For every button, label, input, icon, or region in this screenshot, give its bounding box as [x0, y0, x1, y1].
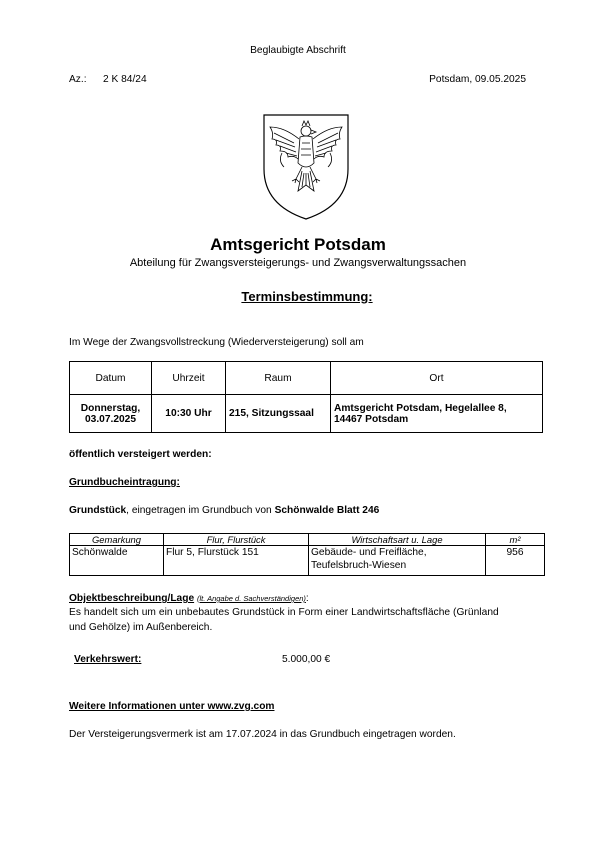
column-header-datum: Datum [70, 362, 152, 395]
wirtschaftsart-line1: Gebäude- und Freifläche, [311, 547, 427, 558]
cell-time: 10:30 Uhr [152, 395, 226, 433]
column-header-wirtschaftsart: Wirtschaftsart u. Lage [309, 534, 486, 546]
column-header-uhrzeit: Uhrzeit [152, 362, 226, 395]
court-name: Amtsgericht Potsdam [210, 235, 386, 254]
cell-place [331, 395, 543, 433]
land-register-sheet: Schönwalde Blatt 246 [274, 505, 380, 516]
coat-of-arms-icon [262, 113, 350, 221]
document-heading: Terminsbestimmung: [241, 289, 373, 304]
cell-area: 956 [486, 546, 545, 576]
object-description-heading: Objektbeschreibung/Lage [69, 593, 195, 604]
place-date: Potsdam, 09.05.2025 [429, 74, 526, 85]
table-row [70, 395, 543, 433]
place-line1: Amtsgericht Potsdam, Hegelallee 8, [334, 402, 507, 414]
object-description-colon: : [305, 593, 309, 604]
land-register-sentence [69, 505, 379, 516]
object-description-line1: Es handelt sich um ein unbebautes Grundstück in Form einer Landwirtschaftsfläche (Grünland [69, 607, 499, 618]
auction-note: öffentlich versteigert werden: [69, 449, 212, 460]
column-header-ort: Ort [331, 362, 543, 395]
column-header-area: m² [486, 534, 545, 546]
case-number: 2 K 84/24 [103, 74, 147, 85]
table-row [70, 546, 545, 576]
wirtschaftsart-line2: Teufelsbruch-Wiesen [311, 560, 407, 571]
date-weekday: Donnerstag, [80, 402, 141, 414]
land-register-heading: Grundbucheintragung: [69, 477, 180, 488]
land-register-mid-text: , eingetragen im Grundbuch von [126, 505, 275, 516]
court-department: Abteilung für Zwangsversteigerungs- und Zwangsverwaltungssachen [129, 257, 467, 269]
appointment-table [69, 361, 543, 433]
intro-text: Im Wege der Zwangsvollstreckung (Wiederversteigerung) soll am [69, 337, 364, 348]
case-number-label: Az.: [69, 74, 87, 85]
place-line2: 14467 Potsdam [334, 413, 409, 425]
column-header-flur: Flur, Flurstück [164, 534, 309, 546]
column-header-gemarkung: Gemarkung [70, 534, 164, 546]
cell-flur: Flur 5, Flurstück 151 [164, 546, 309, 576]
cell-wirtschaftsart [309, 546, 486, 576]
column-header-raum: Raum [226, 362, 331, 395]
cell-date [70, 395, 152, 433]
object-description-note: (lt. Angabe d. Sachverständigen) [196, 594, 306, 603]
footer-note: Der Versteigerungsvermerk ist am 17.07.2024 in das Grundbuch eingetragen worden. [69, 729, 456, 740]
land-register-table [69, 533, 545, 576]
cell-room: 215, Sitzungssaal [226, 395, 331, 433]
market-value-label: Verkehrswert: [74, 654, 142, 665]
object-description-line2: und Gehölze) im Außenbereich. [69, 622, 213, 633]
date-value: 03.07.2025 [85, 413, 136, 425]
cell-gemarkung: Schönwalde [70, 546, 164, 576]
object-description-heading-line [69, 593, 309, 604]
table-header-row [70, 534, 545, 546]
market-value: 5.000,00 € [282, 654, 331, 665]
land-register-property: Grundstück [69, 505, 127, 516]
more-info-link[interactable]: Weitere Informationen unter www.zvg.com [69, 701, 275, 712]
copy-note: Beglaubigte Abschrift [250, 45, 346, 56]
table-header-row [70, 362, 543, 395]
